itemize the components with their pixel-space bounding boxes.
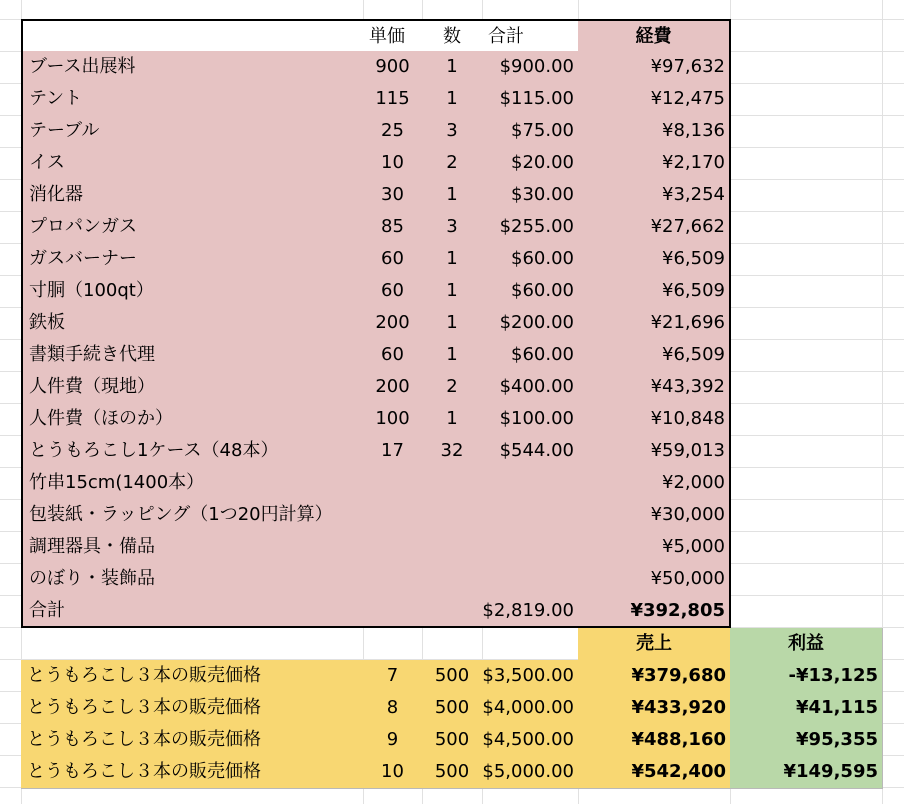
profit-yen-cell[interactable]: ¥95,355 xyxy=(730,724,883,757)
expense-item-cell[interactable]: 包装紙・ラッピング（1つ20円計算） xyxy=(21,499,364,532)
total-qty-cell[interactable] xyxy=(422,595,483,628)
expense-yen-cell[interactable]: ¥8,136 xyxy=(578,115,731,148)
expense-yen-cell[interactable]: ¥12,475 xyxy=(578,83,731,116)
sales-yen-cell[interactable]: ¥379,680 xyxy=(578,660,731,693)
sales-qty-cell[interactable]: 500 xyxy=(422,692,483,725)
expense-qty-cell[interactable] xyxy=(422,563,483,596)
sales-item-cell[interactable]: とうもろこし３本の販売価格 xyxy=(21,660,364,693)
expense-total-cell[interactable]: $100.00 xyxy=(482,403,579,436)
expense-total-cell[interactable] xyxy=(482,499,579,532)
expense-yen-cell[interactable]: ¥6,509 xyxy=(578,275,731,308)
expense-qty-cell[interactable]: 2 xyxy=(422,147,483,180)
total-sum-cell[interactable]: $2,819.00 xyxy=(482,595,579,628)
expense-yen-cell[interactable]: ¥2,170 xyxy=(578,147,731,180)
expense-yen-cell[interactable]: ¥5,000 xyxy=(578,531,731,564)
expense-item-cell[interactable]: 鉄板 xyxy=(21,307,364,340)
expense-qty-cell[interactable]: 1 xyxy=(422,275,483,308)
expense-item-cell[interactable]: 調理器具・備品 xyxy=(21,531,364,564)
expense-total-cell[interactable]: $60.00 xyxy=(482,339,579,372)
expense-yen-cell[interactable]: ¥3,254 xyxy=(578,179,731,212)
profit-yen-cell[interactable]: ¥41,115 xyxy=(730,692,883,725)
expense-price-cell[interactable] xyxy=(363,563,423,596)
expense-qty-cell[interactable]: 1 xyxy=(422,83,483,116)
header-expense[interactable]: 経費 xyxy=(578,19,731,52)
sales-total-cell[interactable]: $5,000.00 xyxy=(482,756,579,789)
expense-yen-cell[interactable]: ¥43,392 xyxy=(578,371,731,404)
expense-yen-cell[interactable]: ¥6,509 xyxy=(578,243,731,276)
expense-total-cell[interactable]: $60.00 xyxy=(482,275,579,308)
header-item-cell[interactable] xyxy=(21,19,364,52)
expense-total-cell[interactable]: $30.00 xyxy=(482,179,579,212)
expense-total-cell[interactable]: $75.00 xyxy=(482,115,579,148)
expense-qty-cell[interactable] xyxy=(422,467,483,500)
expense-item-cell[interactable]: 寸胴（100qt） xyxy=(21,275,364,308)
expense-item-cell[interactable]: 消化器 xyxy=(21,179,364,212)
expense-item-cell[interactable]: テント xyxy=(21,83,364,116)
expense-qty-cell[interactable]: 1 xyxy=(422,179,483,212)
expense-total-cell[interactable]: $60.00 xyxy=(482,243,579,276)
expense-qty-cell[interactable]: 1 xyxy=(422,51,483,84)
expense-item-cell[interactable]: テーブル xyxy=(21,115,364,148)
expense-price-cell[interactable]: 60 xyxy=(363,243,423,276)
expense-item-cell[interactable]: 竹串15cm(1400本） xyxy=(21,467,364,500)
sales-qty-cell[interactable]: 500 xyxy=(422,660,483,693)
sales-total-cell[interactable]: $4,500.00 xyxy=(482,724,579,757)
sales-qty-cell[interactable]: 500 xyxy=(422,756,483,789)
expense-price-cell[interactable] xyxy=(363,499,423,532)
expense-total-cell[interactable]: $400.00 xyxy=(482,371,579,404)
expense-yen-cell[interactable]: ¥6,509 xyxy=(578,339,731,372)
expense-item-cell[interactable]: 人件費（ほのか） xyxy=(21,403,364,436)
expense-total-cell[interactable]: $544.00 xyxy=(482,435,579,468)
sales-total-cell[interactable]: $4,000.00 xyxy=(482,692,579,725)
sales-total-cell[interactable]: $3,500.00 xyxy=(482,660,579,693)
sales-qty-cell[interactable]: 500 xyxy=(422,724,483,757)
expense-qty-cell[interactable]: 1 xyxy=(422,243,483,276)
expense-yen-cell[interactable]: ¥27,662 xyxy=(578,211,731,244)
expense-qty-cell[interactable]: 1 xyxy=(422,307,483,340)
expense-yen-cell[interactable]: ¥30,000 xyxy=(578,499,731,532)
header-qty[interactable]: 数 xyxy=(422,19,483,52)
expense-item-cell[interactable]: 人件費（現地） xyxy=(21,371,364,404)
profit-header[interactable]: 利益 xyxy=(730,628,883,661)
expense-price-cell[interactable]: 115 xyxy=(363,83,423,116)
expense-price-cell[interactable] xyxy=(363,467,423,500)
expense-total-cell[interactable]: $115.00 xyxy=(482,83,579,116)
expense-qty-cell[interactable] xyxy=(422,531,483,564)
total-label-cell[interactable]: 合計 xyxy=(21,595,364,628)
expense-price-cell[interactable]: 25 xyxy=(363,115,423,148)
expense-item-cell[interactable]: ガスバーナー xyxy=(21,243,364,276)
expense-qty-cell[interactable] xyxy=(422,499,483,532)
expense-qty-cell[interactable]: 1 xyxy=(422,403,483,436)
expense-total-cell[interactable]: $20.00 xyxy=(482,147,579,180)
expense-yen-cell[interactable]: ¥21,696 xyxy=(578,307,731,340)
header-total[interactable]: 合計 xyxy=(482,19,579,52)
expense-price-cell[interactable]: 60 xyxy=(363,275,423,308)
expense-total-cell[interactable] xyxy=(482,531,579,564)
expense-price-cell[interactable]: 60 xyxy=(363,339,423,372)
sales-item-cell[interactable]: とうもろこし３本の販売価格 xyxy=(21,692,364,725)
expense-yen-cell[interactable]: ¥2,000 xyxy=(578,467,731,500)
expense-qty-cell[interactable]: 1 xyxy=(422,339,483,372)
sales-price-cell[interactable]: 9 xyxy=(363,724,423,757)
expense-yen-cell[interactable]: ¥10,848 xyxy=(578,403,731,436)
expense-qty-cell[interactable]: 32 xyxy=(422,435,483,468)
expense-yen-cell[interactable]: ¥50,000 xyxy=(578,563,731,596)
expense-yen-cell[interactable]: ¥59,013 xyxy=(578,435,731,468)
expense-price-cell[interactable] xyxy=(363,531,423,564)
sales-header[interactable]: 売上 xyxy=(578,628,731,661)
expense-price-cell[interactable]: 900 xyxy=(363,51,423,84)
expense-price-cell[interactable]: 10 xyxy=(363,147,423,180)
expense-total-cell[interactable] xyxy=(482,467,579,500)
expense-item-cell[interactable]: 書類手続き代理 xyxy=(21,339,364,372)
expense-yen-cell[interactable]: ¥97,632 xyxy=(578,51,731,84)
sales-price-cell[interactable]: 8 xyxy=(363,692,423,725)
total-expense-cell[interactable]: ¥392,805 xyxy=(578,595,731,628)
expense-item-cell[interactable]: イス xyxy=(21,147,364,180)
sales-item-cell[interactable]: とうもろこし３本の販売価格 xyxy=(21,724,364,757)
expense-qty-cell[interactable]: 3 xyxy=(422,115,483,148)
expense-total-cell[interactable]: $900.00 xyxy=(482,51,579,84)
sales-price-cell[interactable]: 10 xyxy=(363,756,423,789)
expense-price-cell[interactable]: 30 xyxy=(363,179,423,212)
expense-item-cell[interactable]: プロパンガス xyxy=(21,211,364,244)
expense-total-cell[interactable]: $200.00 xyxy=(482,307,579,340)
sales-yen-cell[interactable]: ¥433,920 xyxy=(578,692,731,725)
expense-item-cell[interactable]: とうもろこし1ケース（48本） xyxy=(21,435,364,468)
sales-yen-cell[interactable]: ¥488,160 xyxy=(578,724,731,757)
expense-price-cell[interactable]: 17 xyxy=(363,435,423,468)
expense-qty-cell[interactable]: 3 xyxy=(422,211,483,244)
sales-item-cell[interactable]: とうもろこし３本の販売価格 xyxy=(21,756,364,789)
sales-yen-cell[interactable]: ¥542,400 xyxy=(578,756,731,789)
sales-price-cell[interactable]: 7 xyxy=(363,660,423,693)
expense-price-cell[interactable]: 200 xyxy=(363,371,423,404)
expense-price-cell[interactable]: 85 xyxy=(363,211,423,244)
total-price-cell[interactable] xyxy=(363,595,423,628)
expense-price-cell[interactable]: 200 xyxy=(363,307,423,340)
expense-total-cell[interactable] xyxy=(482,563,579,596)
expense-price-cell[interactable]: 100 xyxy=(363,403,423,436)
profit-yen-cell[interactable]: ¥149,595 xyxy=(730,756,883,789)
profit-yen-cell[interactable]: -¥13,125 xyxy=(730,660,883,693)
header-price[interactable]: 単価 xyxy=(363,19,423,52)
expense-qty-cell[interactable]: 2 xyxy=(422,371,483,404)
expense-item-cell[interactable]: のぼり・装飾品 xyxy=(21,563,364,596)
expense-total-cell[interactable]: $255.00 xyxy=(482,211,579,244)
expense-item-cell[interactable]: ブース出展料 xyxy=(21,51,364,84)
